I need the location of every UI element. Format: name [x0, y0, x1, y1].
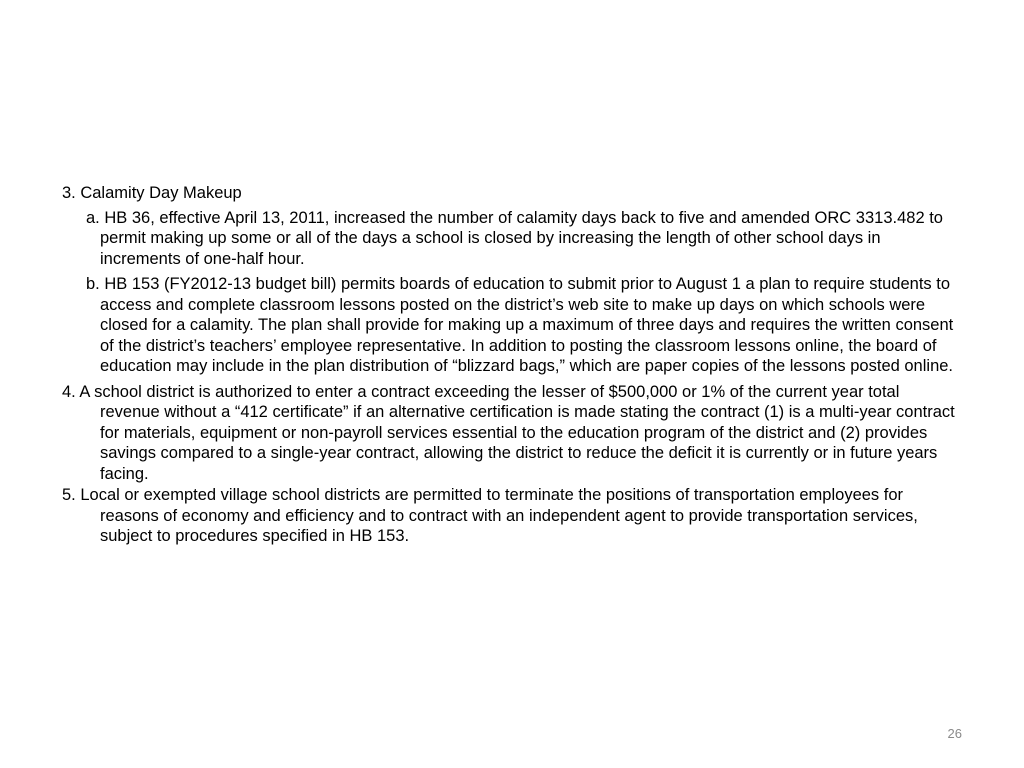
calamity-item-b: b. HB 153 (FY2012-13 budget bill) permits boards of education to submit prior to August 1 a plan to require students to access and complete classroom lessons posted on the district’s web site to make up days on which schools were closed for a calamity. The plan shall provide for making up a maximum of three days and requires the written consent of the district’s teachers’ employee representative. In addition to posting the classroom lessons online, the board of education may include in the plan distribution of “blizzard bags,” which are paper copies of the lessons posted online. [86, 275, 954, 375]
slide-number: 26 [947, 726, 962, 741]
slide-body [62, 183, 962, 548]
transportation-item: 5. Local or exempted village school districts are permitted to terminate the positions of transportation employees for reasons of economy and efficiency and to contract with an independent agent to provide transportation services, subject to procedures specified in HB 153. [62, 486, 918, 545]
calamity-day-heading: 3. Calamity Day Makeup [62, 184, 242, 202]
calamity-item-a: a. HB 36, effective April 13, 2011, increased the number of calamity days back to five and amended ORC 3313.482 to permit making up some or all of the days a school is closed by increasing the length of other school days in increments of one-half hour. [86, 208, 943, 268]
contract-item: 4. A school district is authorized to enter a contract exceeding the lesser of $500,000 or 1% of the current year total revenue without a “412 certificate” if an alternative certification is made stating the contract (1) is a multi-year contract for materials, equipment or non-payroll services essential to the education program of the district and (2) provides savings compared to a single-year contract, allowing the district to reduce the deficit it is currently or in future years facing. [62, 382, 955, 483]
